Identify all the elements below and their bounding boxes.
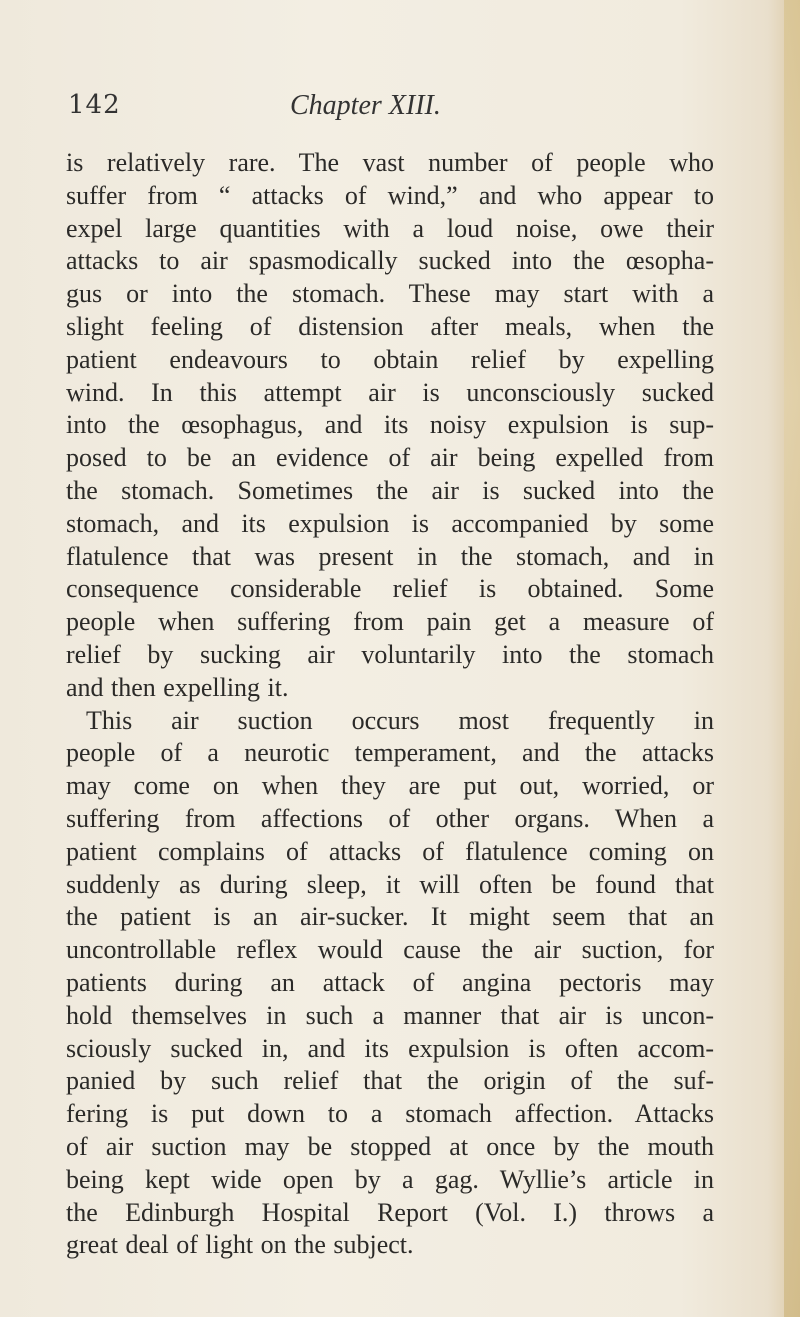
text-line: great deal of light on the subject. <box>66 1230 414 1260</box>
text-line: suffer from “ attacks of wind,” and who appear to <box>66 180 714 210</box>
text-line: panied by such relief that the origin of the suf- <box>66 1066 714 1096</box>
text-line: sciously sucked in, and its expulsion is often accom- <box>66 1033 714 1063</box>
chapter-title: Chapter XIII. <box>290 90 441 121</box>
text-line: hold themselves in such a manner that air is uncon- <box>66 1000 714 1030</box>
text-line: patients during an attack of angina pectoris may <box>66 967 714 997</box>
text-line: slight feeling of distension after meals, when the <box>66 311 714 341</box>
text-line: stomach, and its expulsion is accompanied by some <box>66 508 714 538</box>
text-line: is relatively rare. The vast number of people who <box>66 148 714 177</box>
text-line: of air suction may be stopped at once by the mouth <box>66 1131 714 1161</box>
text-line: the Edinburgh Hospital Report (Vol. I.) throws a <box>66 1197 714 1227</box>
text-line: wind. In this attempt air is unconsciously sucked <box>66 377 714 407</box>
text-line: posed to be an evidence of air being expelled from <box>66 443 714 473</box>
text-line: uncontrollable reflex would cause the air suction, for <box>66 935 714 965</box>
page-edge-stain <box>784 0 800 1317</box>
text-line: the patient is an air-sucker. It might seem that an <box>66 902 714 932</box>
text-line: gus or into the stomach. These may start with a <box>66 279 714 309</box>
text-line: suddenly as during sleep, it will often be found that <box>66 869 714 899</box>
text-line: people of a neurotic temperament, and the attacks <box>66 738 714 768</box>
text-line: the stomach. Sometimes the air is sucked into the <box>66 475 714 505</box>
text-line: This air suction occurs most frequently in <box>86 705 714 735</box>
running-header <box>68 90 708 130</box>
text-line: patient endeavours to obtain relief by expelling <box>66 344 714 374</box>
text-line: suffering from affections of other organs. When a <box>66 803 714 833</box>
text-line: into the œsophagus, and its noisy expulsion is sup- <box>66 410 714 440</box>
body-text <box>66 147 714 1262</box>
text-line: flatulence that was present in the stomach, and in <box>66 541 714 571</box>
text-line: fering is put down to a stomach affection. Attacks <box>66 1099 714 1129</box>
text-line: and then expelling it. <box>66 672 289 702</box>
text-line: may come on when they are put out, worried, or <box>66 771 714 801</box>
text-line: consequence considerable relief is obtained. Some <box>66 574 714 604</box>
text-line: patient complains of attacks of flatulence coming on <box>66 836 714 866</box>
page-number: 142 <box>68 90 121 120</box>
text-line: relief by sucking air voluntarily into the stomach <box>66 639 714 669</box>
text-line: being kept wide open by a gag. Wyllie’s article in <box>66 1164 714 1194</box>
text-line: people when suffering from pain get a measure of <box>66 607 714 637</box>
text-line: expel large quantities with a loud noise, owe their <box>66 213 714 243</box>
text-line: attacks to air spasmodically sucked into the œsopha- <box>66 246 714 276</box>
